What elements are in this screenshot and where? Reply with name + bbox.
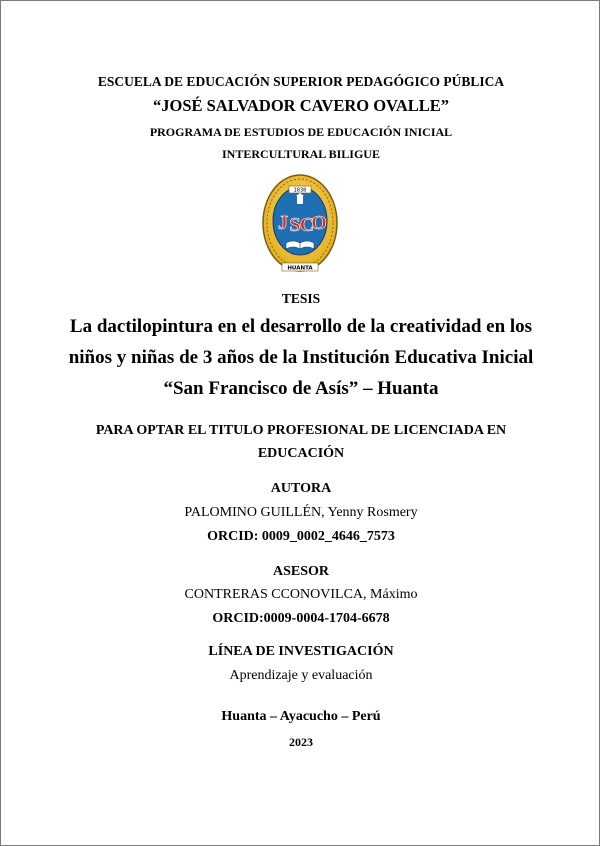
- advisor-label: ASESOR: [272, 564, 330, 579]
- degree-line-1: PARA OPTAR EL TITULO PROFESIONAL DE LICENCIADA EN: [95, 423, 507, 438]
- thesis-label: TESIS: [281, 291, 321, 306]
- author-label: AUTORA: [270, 481, 332, 496]
- advisor-name: CONTRERAS CCONOVILCA, Máximo: [184, 587, 418, 602]
- research-line-label: LÍNEA DE INVESTIGACIÓN: [208, 644, 394, 659]
- program-line-2: INTERCULTURAL BILIGUE: [222, 147, 380, 161]
- footer-place: Huanta – Ayacucho – Perú: [221, 709, 381, 724]
- author-orcid: ORCID: 0009_0002_4646_7573: [207, 529, 395, 544]
- logo-letter-o: O: [311, 212, 327, 234]
- author-name: PALOMINO GUILLÉN, Yenny Rosmery: [184, 505, 418, 520]
- school-title: “JOSÉ SALVADOR CAVERO OVALLE”: [152, 96, 450, 115]
- seal-top-text: 1838: [293, 187, 307, 194]
- school-name: ESCUELA DE EDUCACIÓN SUPERIOR PEDAGÓGICO PÚBLICA: [97, 74, 505, 89]
- thesis-title-line-1: La dactilopintura en el desarrollo de la creatividad en los: [69, 316, 533, 337]
- footer-year: 2023: [289, 735, 313, 749]
- degree-line-2: EDUCACIÓN: [257, 446, 345, 461]
- institution-logo: [260, 169, 340, 281]
- logo-letter-s: S: [289, 214, 301, 236]
- thesis-title-line-2: niños y niñas de 3 años de la Institución Educativa Inicial: [68, 347, 534, 368]
- program-line-1: PROGRAMA DE ESTUDIOS DE EDUCACIÓN INICIAL: [149, 125, 453, 139]
- logo-letter-c: C: [299, 214, 315, 236]
- thesis-title-line-3: “San Francisco de Asís” – Huanta: [163, 378, 439, 399]
- seal-bottom-text: HUANTA: [287, 265, 313, 272]
- advisor-orcid: ORCID:0009-0004-1704-6678: [212, 611, 390, 626]
- research-line-value: Aprendizaje y evaluación: [229, 668, 373, 683]
- logo-letter-j: J: [278, 212, 288, 234]
